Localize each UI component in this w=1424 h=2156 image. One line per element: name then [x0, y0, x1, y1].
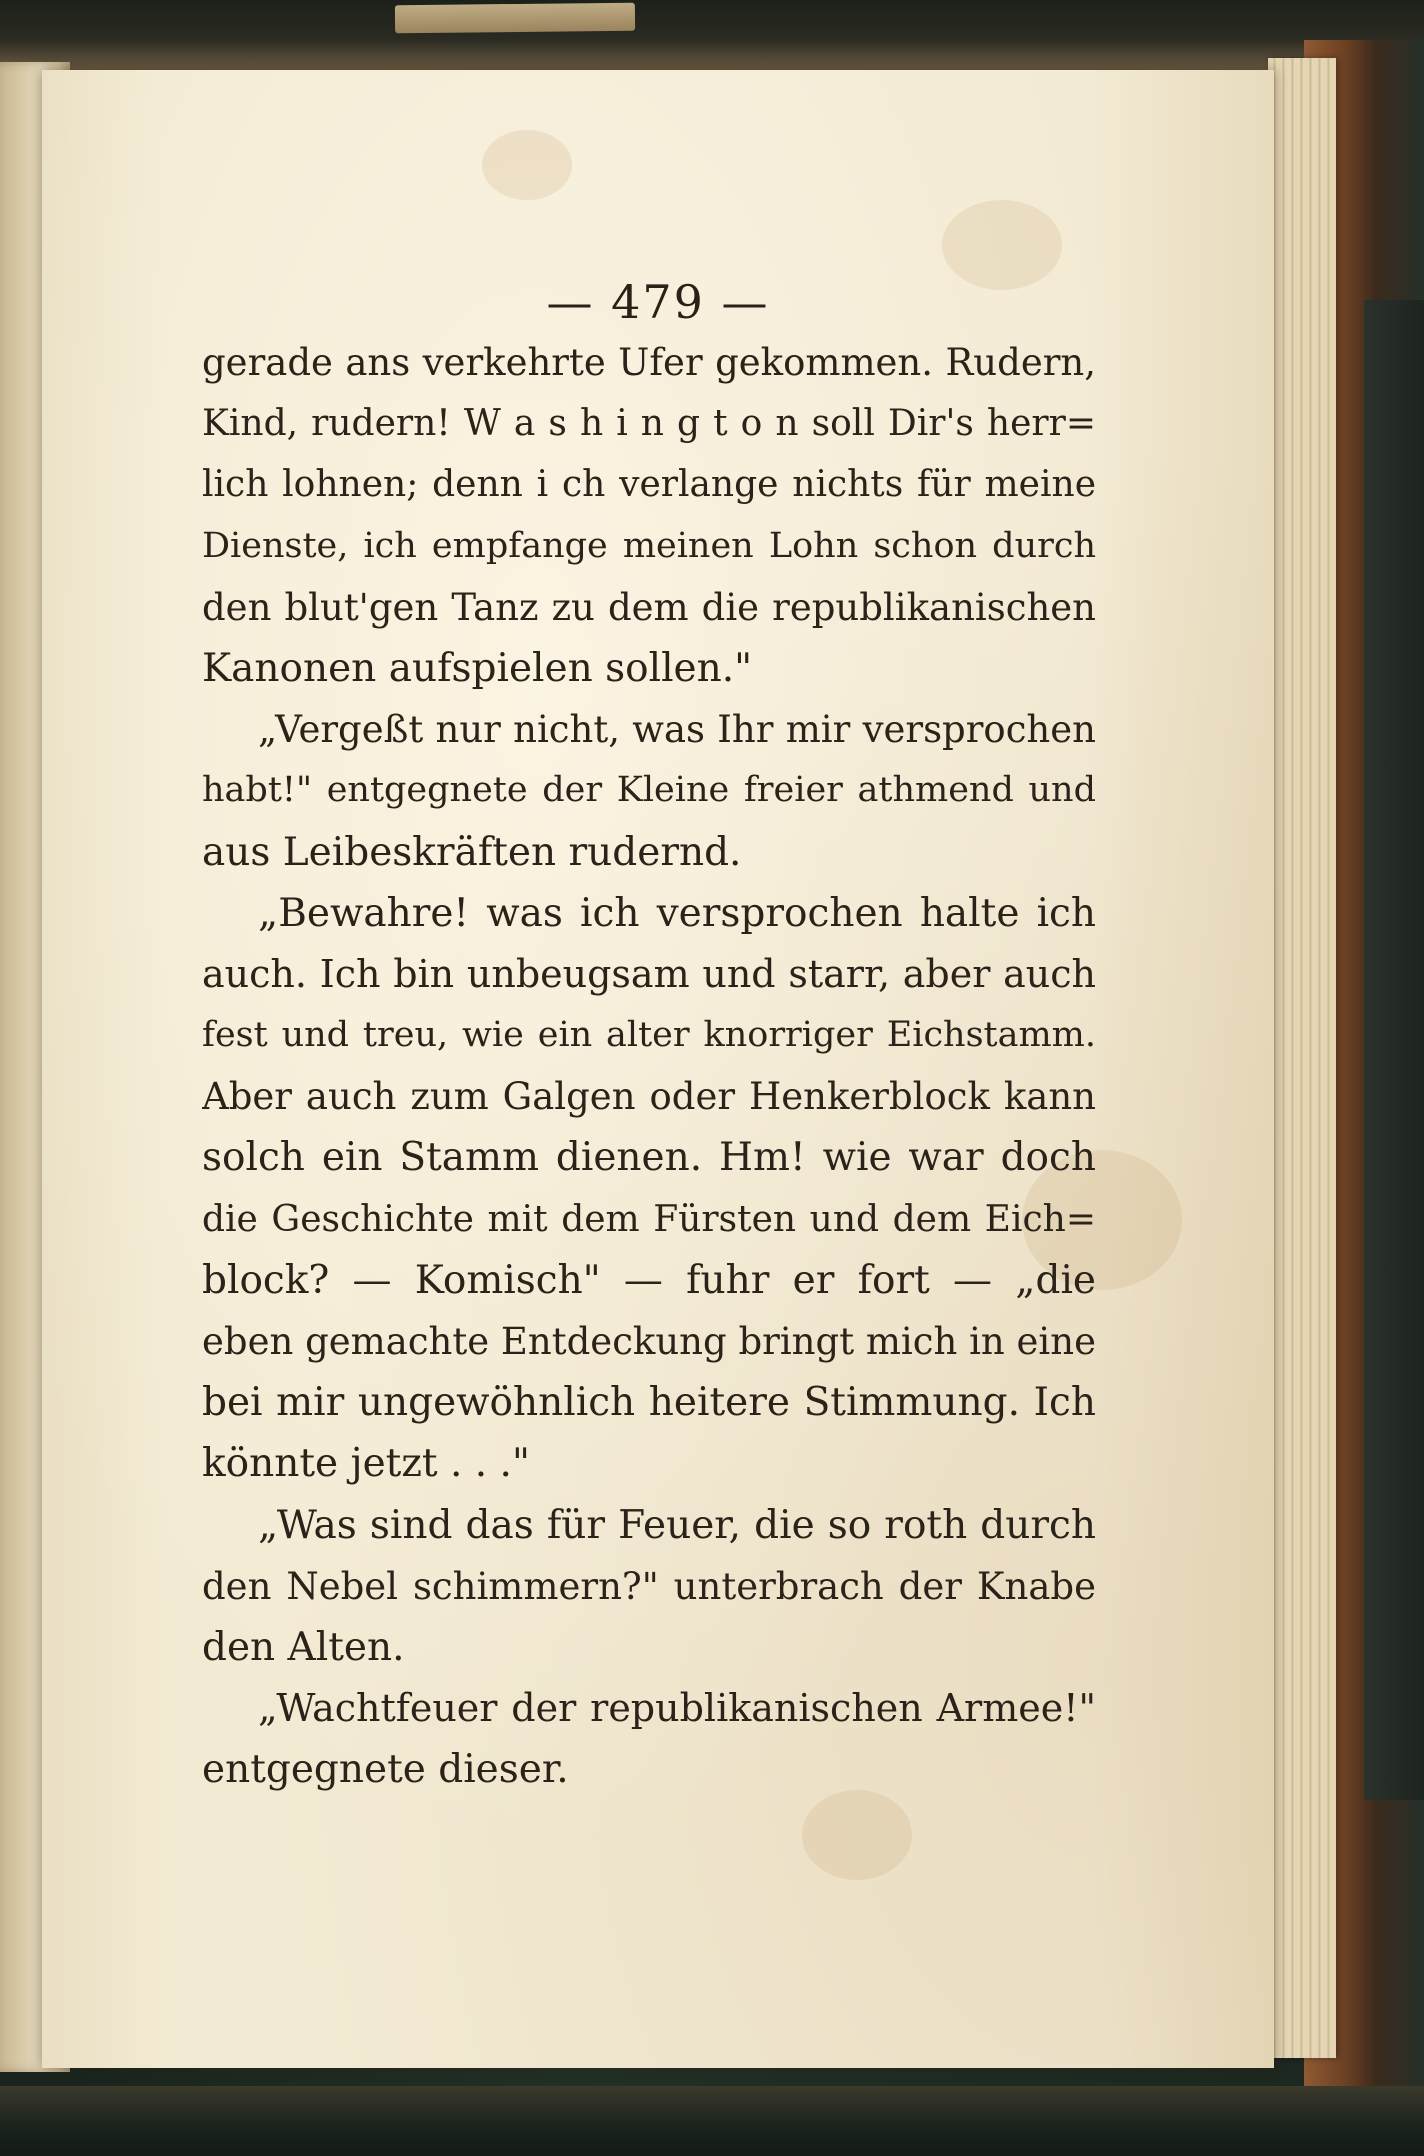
text-line: Kind, rudern! W a s h i n g t o n soll Dir's herr= [202, 403, 1096, 445]
text-line: den Nebel schimmern?" unterbrach der Knabe [202, 1564, 1096, 1608]
cover-board [1364, 300, 1424, 1800]
binding-tape [395, 3, 635, 34]
text-line: „Vergeßt nur nicht, was Ihr mir versprochen [258, 708, 1096, 752]
text-line: den Alten. [202, 1624, 405, 1670]
text-line: bei mir ungewöhnlich heitere Stimmung. Ich [202, 1380, 1096, 1426]
text-line: lich lohnen; denn i ch verlange nichts für meine [202, 464, 1096, 506]
text-line: auch. Ich bin unbeugsam und starr, aber auch [202, 951, 1096, 996]
body-text [202, 332, 1096, 1801]
text-line: eben gemachte Entdeckung bringt mich in eine [202, 1320, 1096, 1363]
text-line: Aber auch zum Galgen oder Henkerblock kann [202, 1075, 1096, 1119]
text-line: könnte jetzt . . ." [202, 1441, 530, 1487]
text-line: solch ein Stamm dienen. Hm! wie war doch [202, 1135, 1096, 1181]
text-line: fest und treu, wie ein alter knorriger Eichstamm. [202, 1015, 1096, 1056]
text-line: entgegnete dieser. [202, 1747, 569, 1793]
text-line: die Geschichte mit dem Fürsten und dem Eich= [202, 1198, 1096, 1240]
text-line: „Wachtfeuer der republikanischen Armee!" [258, 1686, 1096, 1731]
book-page [42, 70, 1274, 2068]
text-line: Dienste, ich empfange meinen Lohn schon durch [202, 525, 1096, 566]
text-line: gerade ans verkehrte Ufer gekommen. Rudern, [202, 341, 1096, 384]
top-binding [0, 0, 1424, 70]
text-line: den blut'gen Tanz zu dem die republikanischen [202, 585, 1096, 629]
text-line: habt!" entgegnete der Kleine freier athmend und [202, 770, 1096, 811]
stacked-page-edges [1268, 58, 1336, 2058]
text-line: block? — Komisch" — fuhr er fort — „die [202, 1257, 1096, 1303]
bottom-shadow [0, 2086, 1424, 2156]
text-line: aus Leibeskräften rudernd. [202, 829, 742, 875]
text-line: „Bewahre! was ich versprochen halte ich [258, 890, 1096, 936]
text-line: Kanonen aufspielen sollen." [202, 645, 753, 691]
foxing-stain [802, 1790, 912, 1880]
page-number: — 479 — [546, 275, 770, 329]
text-line: „Was sind das für Feuer, die so roth durch [258, 1502, 1096, 1548]
foxing-stain [482, 130, 572, 200]
